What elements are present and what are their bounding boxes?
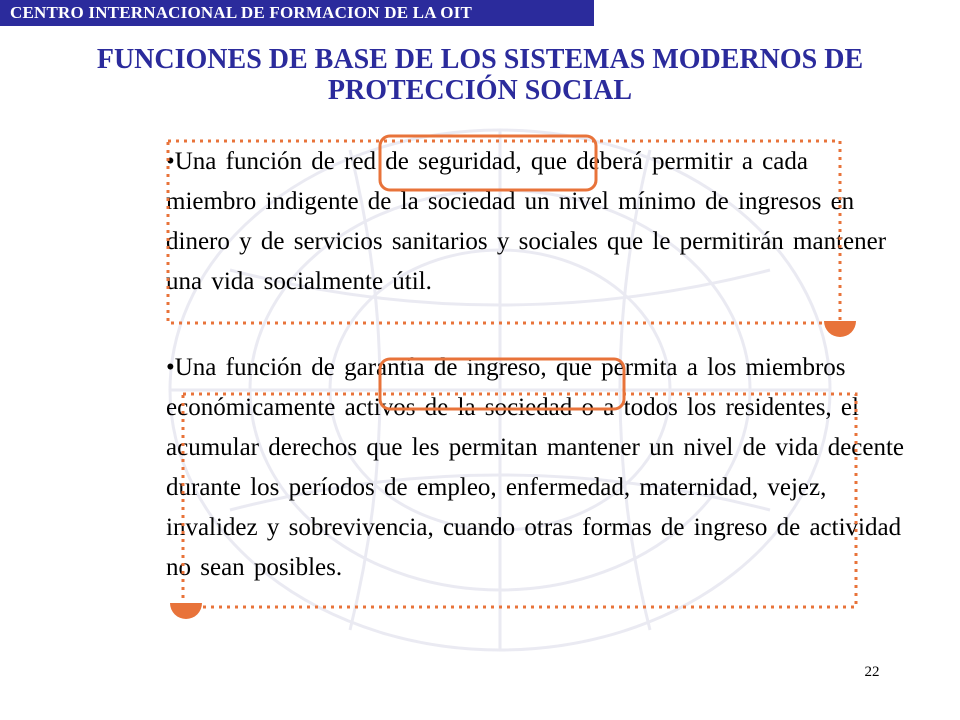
- slide-title-line-1: FUNCIONES DE BASE DE LOS SISTEMAS MODERNOS DE: [96, 44, 864, 75]
- bullet-safety-net-text: que deberá permitir a cada miembro indigente de la sociedad un nivel mínimo de ingresos en dinero y de servicios sanitarios y sociales que le permitirán mantener una vida socialmente útil.: [166, 148, 887, 295]
- slide-title: [20, 44, 940, 106]
- orange-half-circle-1: [824, 321, 856, 337]
- bullet-safety-net-prefix: •Una función de: [166, 148, 345, 175]
- bullet-income-guarantee: [166, 348, 906, 588]
- header-banner: CENTRO INTERNACIONAL DE FORMACION DE LA OIT: [0, 0, 594, 26]
- highlight-red-de-seguridad: red de seguridad,: [344, 148, 522, 175]
- page-number: 22: [864, 664, 880, 680]
- bullet-income-guarantee-prefix: •Una función de: [166, 354, 345, 381]
- orange-half-circle-2: [170, 603, 202, 619]
- bullet-safety-net: [166, 142, 906, 302]
- bullet-income-guarantee-text: que permita a los miembros económicamente activos de la sociedad o a todos los residentes, el acumular derechos que les permitan mantener un nivel de vida decente durante los períodos de empleo, enfermedad, maternidad, vejez, invalidez y sobrevivencia, cuando otras formas de ingreso de actividad no sean posibles.: [166, 354, 905, 581]
- slide-title-line-2: PROTECCIÓN SOCIAL: [327, 75, 633, 106]
- highlight-garantia-de-ingreso: garantía de ingreso,: [344, 354, 547, 381]
